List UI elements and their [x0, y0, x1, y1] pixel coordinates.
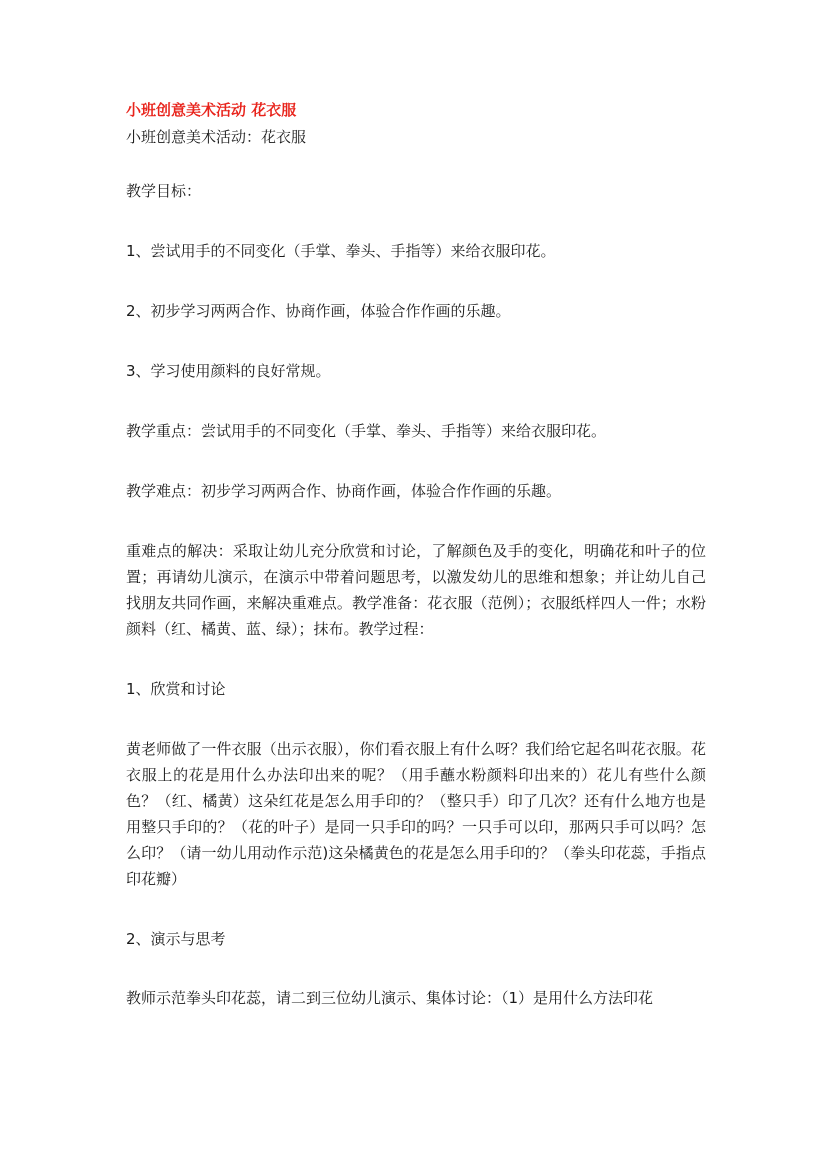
document-body: [126, 98, 706, 1011]
paragraph-solution-and-preparation: 重难点的解决：采取让幼儿充分欣赏和讨论，了解颜色及手的变化，明确花和叶子的位置；再请幼儿演示，在演示中带着问题思考，以激发幼儿的思维和想象；并让幼儿自己找朋友共同作画，来解决重难点。教学准备：花衣服（范例）；衣服纸样四人一件；水粉颜料（红、橘黄、蓝、绿）；抹布。教学过程：: [126, 542, 706, 638]
paragraph-key-point: 教学重点：尝试用手的不同变化（手掌、拳头、手指等）来给衣服印花。: [126, 422, 607, 440]
paragraph-demonstrate-think: 教师示范拳头印花蕊，请二到三位幼儿演示、集体讨论：（1）是用什么方法印花: [126, 989, 654, 1007]
document-title: 小班创意美术活动 花衣服: [126, 101, 297, 119]
paragraph-appreciate-discuss: 黄老师做了一件衣服（出示衣服），你们看衣服上有什么呀？我们给它起名叫花衣服。花衣服上的花是用什么办法印出来的呢？（用手蘸水粉颜料印出来的）花儿有些什么颜色？（红、橘黄）这朵红花是怎么用手印的？（整只手）印了几次？还有什么地方也是用整只手印的？（花的叶子）是同一只手印的吗？一只手可以印，那两只手可以吗？怎么印？（请一幼儿用动作示范)这朵橘黄色的花是怎么用手印的？（拳头印花蕊，手指点印花瓣）: [126, 740, 706, 888]
paragraph-teaching-goals-heading: 教学目标：: [126, 182, 202, 200]
paragraph-goal-2: 2、初步学习两两合作、协商作画，体验合作作画的乐趣。: [126, 302, 511, 320]
paragraph-goal-1: 1、尝试用手的不同变化（手掌、拳头、手指等）来给衣服印花。: [126, 242, 556, 260]
paragraph-goal-3: 3、学习使用颜料的良好常规。: [126, 362, 331, 380]
paragraph-difficult-point: 教学难点：初步学习两两合作、协商作画，体验合作作画的乐趣。: [126, 482, 562, 500]
section-heading-demonstrate-think: 2、演示与思考: [126, 930, 226, 948]
section-heading-appreciate-discuss: 1、欣赏和讨论: [126, 680, 226, 698]
document-subtitle: 小班创意美术活动：花衣服: [126, 128, 307, 146]
